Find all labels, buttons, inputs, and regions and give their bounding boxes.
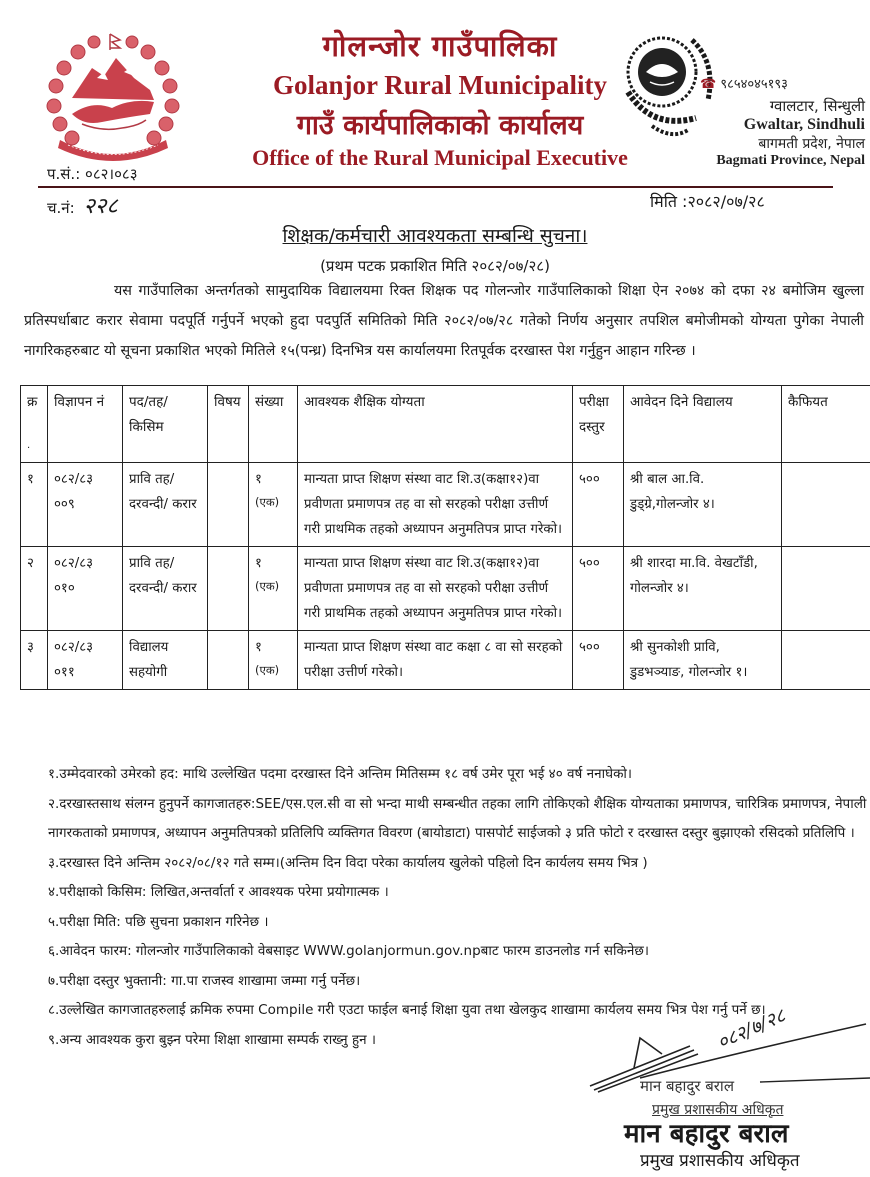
signature-handwritten-date: ०८२/७/२८: [713, 1004, 789, 1054]
row-qualification: मान्यता प्राप्त शिक्षण संस्था वाट शि.उ(कक्षा१२)वा प्रवीणता प्रमाणपत्र तह वा सो सरहको परीक्षा उत्तीर्ण गरी प्राथमिक तहको अध्यापन अनुमतिपत्र प्राप्त गरेको।: [298, 463, 573, 547]
header-remarks: कैफियत: [782, 386, 870, 463]
row-count-num: १: [255, 640, 262, 655]
condition-item: २.दरखास्तसाथ संलग्न हुनुपर्ने कागजातहरु:SEE/एस.एल.सी वा सो भन्दा माथी सम्बन्धीत तहका लागि तोकिएको शैक्षिक योग्यताका प्रमाणपत्र, चारित्रिक प्रमाणपत्र, नेपाली नागरकताको प्रमाणपत्र, अध्यापन अनुमतिपत्रको प्रतिलिपि व्यक्तिगत विवरण (बायोडाटा) पासपोर्ट साईजको ३ प्रति फोटो र दरखास्त दस्तुर बुझाएको रसिदको प्रतिलिपि ।: [48, 795, 867, 841]
row-remarks: [782, 631, 870, 690]
row-subject: [208, 463, 249, 547]
row-fee: ५००: [573, 631, 624, 690]
dispatch-label: च.नं:: [47, 199, 75, 217]
office-title-np: गाउँ कार्यपालिकाको कार्यालय: [296, 110, 584, 141]
row-sn: ३: [21, 631, 48, 690]
signatory-name: मान बहादुर बराल: [624, 1119, 789, 1149]
row-count-num: १: [255, 472, 262, 487]
row-count-words: (एक): [255, 663, 280, 677]
notice-subtitle: (प्रथम पटक प्रकाशित मिति २०८२/०७/२८): [320, 257, 550, 275]
row-count: [249, 631, 298, 690]
condition-item: ४.परीक्षाको किसिम: लिखित,अन्तर्वार्ता र आवश्यक परेमा प्रयोगात्मक ।: [48, 884, 389, 900]
address-np: ग्वालटार, सिन्धुली: [769, 97, 865, 115]
row-fee: ५००: [573, 547, 624, 631]
fiscal-year-value: ०८२।०८३: [85, 165, 138, 183]
header-subject: विषय: [208, 386, 249, 463]
date-value: २०८२/०७/२८: [687, 192, 765, 211]
row-sn: १: [21, 463, 48, 547]
office-title-en: Office of the Rural Municipal Executive: [252, 145, 628, 170]
header-qualification: आवश्यक शैक्षिक योग्यता: [298, 386, 573, 463]
header-sn: [21, 386, 48, 463]
row-count: [249, 547, 298, 631]
notice-title-text: शिक्षक/कर्मचारी आवश्यकता सम्बन्धि सुचना।: [282, 225, 588, 247]
conditions-list: [48, 760, 868, 1055]
row-qualification: मान्यता प्राप्त शिक्षण संस्था वाट शि.उ(कक्षा१२)वा प्रवीणता प्रमाणपत्र तह वा सो सरहको परीक्षा उत्तीर्ण गरी प्राथमिक तहको अध्यापन अनुमतिपत्र प्राप्त गरेको।: [298, 547, 573, 631]
row-post: विद्यालय सहयोगी: [123, 631, 208, 690]
municipality-title-np: गोलन्जोर गाउँपालिका: [322, 29, 558, 63]
condition-item: ७.परीक्षा दस्तुर भुक्तानी: गा.पा राजस्व शाखामा जम्मा गर्नु पर्नेछ।: [48, 972, 361, 989]
condition-item: १.उम्मेदवारको उमेरको हद: माथि उल्लेखित पदमा दरखास्त दिने अन्तिम मितिसम्म १८ वर्ष उमेर पूरा भई ४० वर्ष ननाघेको।: [48, 766, 633, 782]
province-en: Bagmati Province, Nepal: [716, 153, 865, 168]
phone-number: ९८५४०४५१९३: [720, 77, 788, 92]
condition-item: ८.उल्लेखित कागजातहरुलाई क्रमिक रुपमा Compile गरी एउटा फाईल बनाई शिक्षा युवा तथा खेलकुद शाखामा कार्यलय समय भित्र पेश गर्नु पर्ने छ।: [48, 1002, 766, 1018]
header-sn-text: क्र: [27, 394, 38, 410]
row-remarks: [782, 463, 870, 547]
condition-item: ६.आवेदन फारम: गोलन्जोर गाउँपालिकाको वेबसाइट WWW.golanjormun.gov.npबाट फारम डाउनलोड गर्न सकिनेछ।: [48, 943, 649, 959]
row-count-num: १: [255, 556, 262, 571]
header-school: आवेदन दिने विद्यालय: [624, 386, 782, 463]
condition-item: ५.परीक्षा मिति: पछि सुचना प्रकाशन गरिनेछ ।: [48, 913, 269, 930]
phone-line: [700, 74, 865, 92]
table-row: [21, 631, 870, 690]
row-count-words: (एक): [255, 495, 280, 509]
fiscal-year-label: प.सं.:: [47, 165, 81, 183]
header-post: पद/तह/ किसिम: [123, 386, 208, 463]
nepal-emblem-icon: [42, 28, 184, 163]
header-divider: [38, 186, 833, 188]
header-count: संख्या: [249, 386, 298, 463]
row-ad-no: ०८२/८३ ००९: [48, 463, 123, 547]
contact-block: [640, 74, 865, 169]
row-ad-no: ०८२/८३ ०१०: [48, 547, 123, 631]
row-remarks: [782, 547, 870, 631]
fiscal-year-ref: [47, 164, 138, 184]
row-count-words: (एक): [255, 579, 280, 593]
row-post: प्रावि तह/ दरवन्दी/ करार: [123, 463, 208, 547]
vacancy-table: [20, 385, 870, 690]
row-school: श्री बाल आ.वि. डुड्ग्रे,गोलन्जोर ४।: [624, 463, 782, 547]
date-label: मिति :: [650, 192, 688, 211]
letter-date: [650, 190, 765, 212]
province-np: बागमती प्रदेश, नेपाल: [758, 136, 865, 152]
row-post: प्रावि तह/ दरवन्दी/ करार: [123, 547, 208, 631]
row-fee: ५००: [573, 463, 624, 547]
signature-stamp-name: मान बहादुर बराल: [640, 1077, 734, 1095]
row-school: श्री सुनकोशी प्रावि, डुडभञ्याङ, गोलन्जोर १।: [624, 631, 782, 690]
row-count: [249, 463, 298, 547]
table-header-row: [21, 386, 870, 463]
header-fee: परीक्षा दस्तुर: [573, 386, 624, 463]
dispatch-value: २२८: [83, 194, 118, 219]
header-ad-no: विज्ञापन नं: [48, 386, 123, 463]
row-school: श्री शारदा मा.वि. वेखटाँडी, गोलन्जोर ४।: [624, 547, 782, 631]
row-ad-no: ०८२/८३ ०११: [48, 631, 123, 690]
address-en: Gwaltar, Sindhuli: [743, 116, 865, 133]
notice-intro: यस गाउँपालिका अन्तर्गतको सामुदायिक विद्यालयमा रिक्त शिक्षक पद गोलन्जोर गाउँपालिकाको शिक्षा ऐन २०७४ को दफा २४ बमोजिम खुल्ला प्रतिस्पर्धाबाट करार सेवामा पदपूर्ति गर्नुपर्ने भएको हुदा पदपुर्ति समितिको मिति २०८२/०७/२८ गतेको निर्णय अनुसार तपशिल बमोजीमको योग्यता पुगेका नेपाली नागरिकहरुबाट यो सूचना प्रकाशित भएको मितिले १५(पन्ध्र) दिनभित्र यस कार्यालयमा रितपूर्वक दरखास्त पेश गर्नुहुन आहान गरिन्छ ।: [24, 283, 864, 359]
signatory-title: प्रमुख प्रशासकीय अधिकृत: [640, 1151, 800, 1171]
condition-item: ९.अन्य आवश्यक कुरा बुझ्न परेमा शिक्षा शाखामा सम्पर्क राख्नु हुन ।: [48, 1031, 377, 1048]
row-subject: [208, 631, 249, 690]
signature-stamp-title: प्रमुख प्रशासकीय अधिकृत: [652, 1102, 784, 1118]
telephone-icon: ☎: [700, 77, 717, 92]
row-subject: [208, 547, 249, 631]
notice-title: [0, 222, 870, 248]
table-row: [21, 547, 870, 631]
condition-item: ३.दरखास्त दिने अन्तिम २०८२/०८/१२ गते सम्म।(अन्तिम दिन विदा परेका कार्यालय खुलेको पहिलो दिन कार्यलय समय भित्र ): [48, 854, 648, 871]
table-row: [21, 463, 870, 547]
dispatch-number: [47, 190, 118, 220]
row-sn: २: [21, 547, 48, 631]
header-sn-dot: .: [27, 440, 31, 451]
municipality-title-en: Golanjor Rural Municipality: [272, 70, 608, 100]
row-qualification: मान्यता प्राप्त शिक्षण संस्था वाट कक्षा ८ वा सो सरहको परीक्षा उत्तीर्ण गरेको।: [298, 631, 573, 690]
